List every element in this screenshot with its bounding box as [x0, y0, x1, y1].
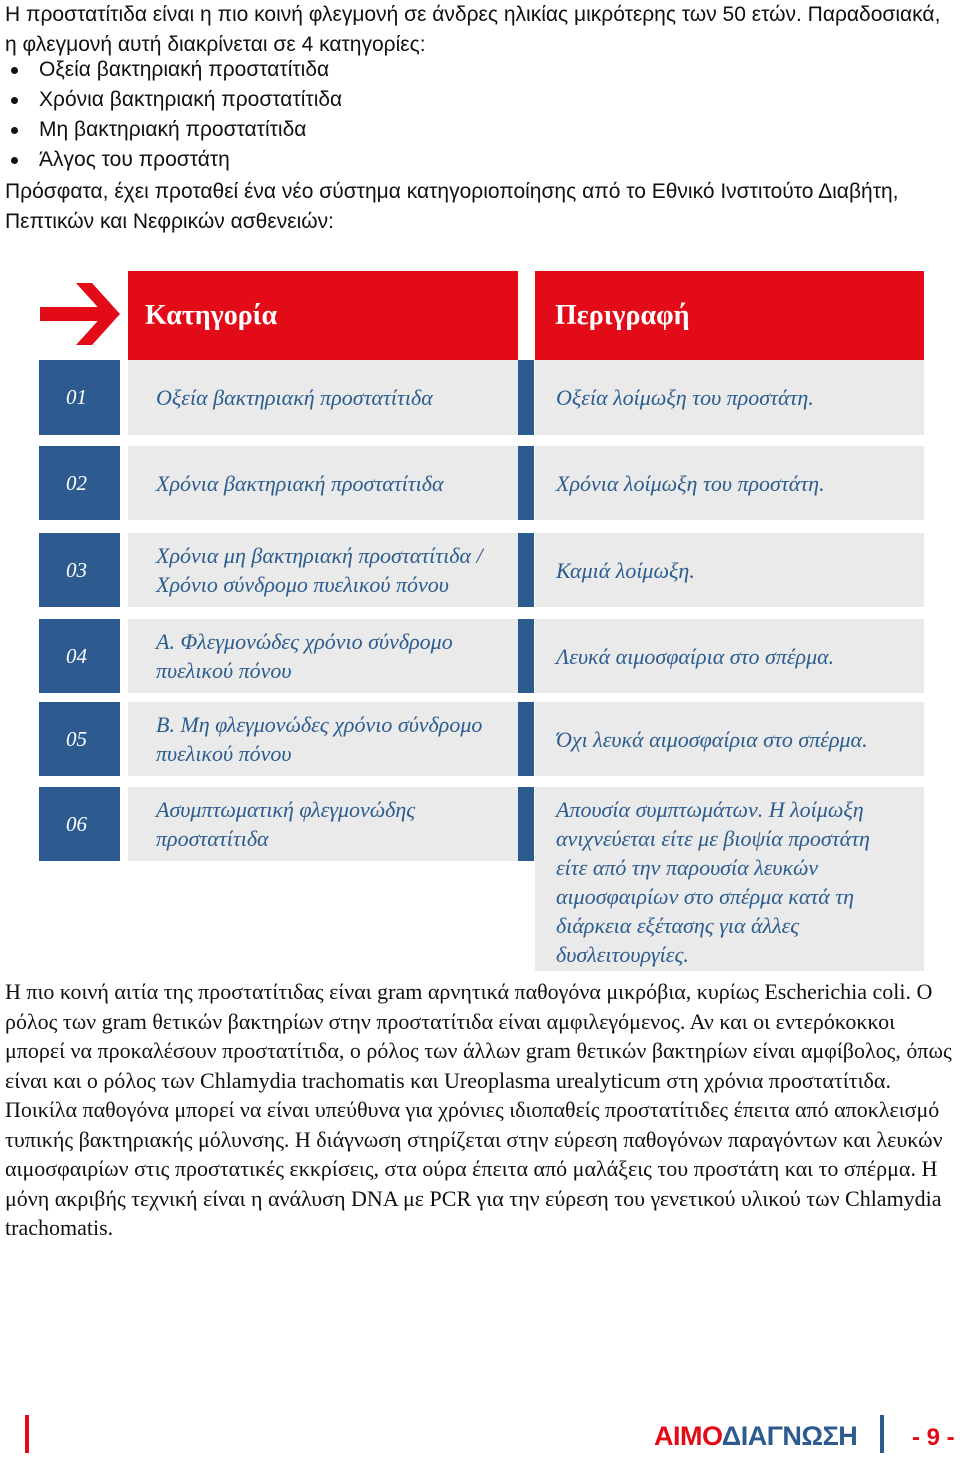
footer-divider	[880, 1415, 884, 1453]
row-divider	[518, 533, 534, 607]
intro-paragraph: Η προστατίτιδα είναι η πιο κοινή φλεγμονή σε άνδρες ηλικίας μικρότερης των 50 ετών. Παραδοσιακά, η φλεγμονή αυτή διακρίνεται σε 4 κατηγορίες:	[5, 3, 941, 56]
category-list	[5, 55, 342, 175]
row-divider	[518, 446, 534, 520]
row-number: 05	[39, 702, 120, 776]
list-item: Χρόνια βακτηριακή προστατίτιδα	[5, 85, 342, 115]
row-number: 01	[39, 360, 120, 435]
row-divider	[518, 702, 534, 776]
row-divider	[518, 619, 534, 693]
row-description: Χρόνια λοίμωξη του προστάτη.	[535, 446, 924, 520]
row-description: Απουσία συμπτωμάτων. Η λοίμωξη ανιχνεύεται είτε με βιοψία προστάτη είτε από την παρουσία λευκών αιμοσφαιρίων στο σπέρμα κατά τη διάρκεια εξέτασης για άλλες δυσλειτουργίες.	[535, 787, 924, 971]
row-description: Οξεία λοίμωξη του προστάτη.	[535, 360, 924, 435]
row-description: Καμιά λοίμωξη.	[535, 533, 924, 607]
row-number: 02	[39, 446, 120, 520]
row-category: Οξεία βακτηριακή προστατίτιδα	[128, 360, 518, 435]
intro-paragraph-2: Πρόσφατα, έχει προταθεί ένα νέο σύστημα κατηγοριοποίησης από το Εθνικό Ινστιτούτο Διαβήτη, Πεπτικών και Νεφρικών ασθενειών:	[5, 180, 899, 233]
row-category: Α. Φλεγμονώδες χρόνιο σύνδρομο πυελικού πόνου	[128, 619, 518, 693]
row-category: Ασυμπτωματική φλεγμονώδης προστατίτιδα	[128, 787, 518, 861]
row-description: Όχι λευκά αιμοσφαίρια στο σπέρμα.	[535, 702, 924, 776]
row-category: Χρόνια μη βακτηριακή προστατίτιδα / Χρόνιο σύνδρομο πυελικού πόνου	[128, 533, 518, 607]
row-number: 03	[39, 533, 120, 607]
row-number: 04	[39, 619, 120, 693]
row-category: Χρόνια βακτηριακή προστατίτιδα	[128, 446, 518, 520]
header-description: Περιγραφή	[535, 271, 924, 360]
row-category: Β. Μη φλεγμονώδες χρόνιο σύνδρομο πυελικού πόνου	[128, 702, 518, 776]
footer-accent-bar	[25, 1415, 29, 1453]
list-item: Άλγος του προστάτη	[5, 145, 342, 175]
row-number: 06	[39, 787, 120, 861]
page-number: - 9 -	[912, 1424, 955, 1451]
row-description: Λευκά αιμοσφαίρια στο σπέρμα.	[535, 619, 924, 693]
arrow-right-icon	[40, 283, 122, 350]
list-item: Μη βακτηριακή προστατίτιδα	[5, 115, 342, 145]
row-divider	[518, 787, 534, 861]
list-item: Οξεία βακτηριακή προστατίτιδα	[5, 55, 342, 85]
row-divider	[518, 360, 534, 435]
header-category: Κατηγορία	[128, 271, 518, 360]
body-paragraph: Η πιο κοινή αιτία της προστατίτιδας είναι gram αρνητικά παθογόνα μικρόβια, κυρίως Escherichia coli. Ο ρόλος των gram θετικών βακτηρίων στην προστατίτιδα είναι αμφιλεγόμενος. Αν και οι εντερόκοκκοι μπορεί να προκαλέσουν προστατίτιδα, ο ρόλος των άλλων gram θετικών βακτηρίων είναι αμφίβολος, όπως είναι και ο ρόλος των Chlamydia trachomatis και Ureoplasma urealyticum στη χρόνια προστατίτιδα. Ποικίλα παθογόνα μπορεί να είναι υπεύθυνα για χρόνιες ιδιοπαθείς προστατίτιδες έπειτα από αποκλεισμό τυπικής βακτηριακής μόλυνσης. Η διάγνωση στηρίζεται στην εύρεση παθογόνων παραγόντων και λευκών αιμοσφαιρίων στις προστατικές εκκρίσεις, στα ούρα έπειτα από μαλάξεις του προστάτη και το σπέρμα. Η μόνη ακριβής τεχνική είναι η ανάλυση DNA με PCR για την εύρεση του γενετικού υλικού των Chlamydia trachomatis.	[5, 979, 952, 1240]
brand-logo: ΑΙΜΟΔΙΑΓΝΩΣΗ	[654, 1421, 858, 1451]
